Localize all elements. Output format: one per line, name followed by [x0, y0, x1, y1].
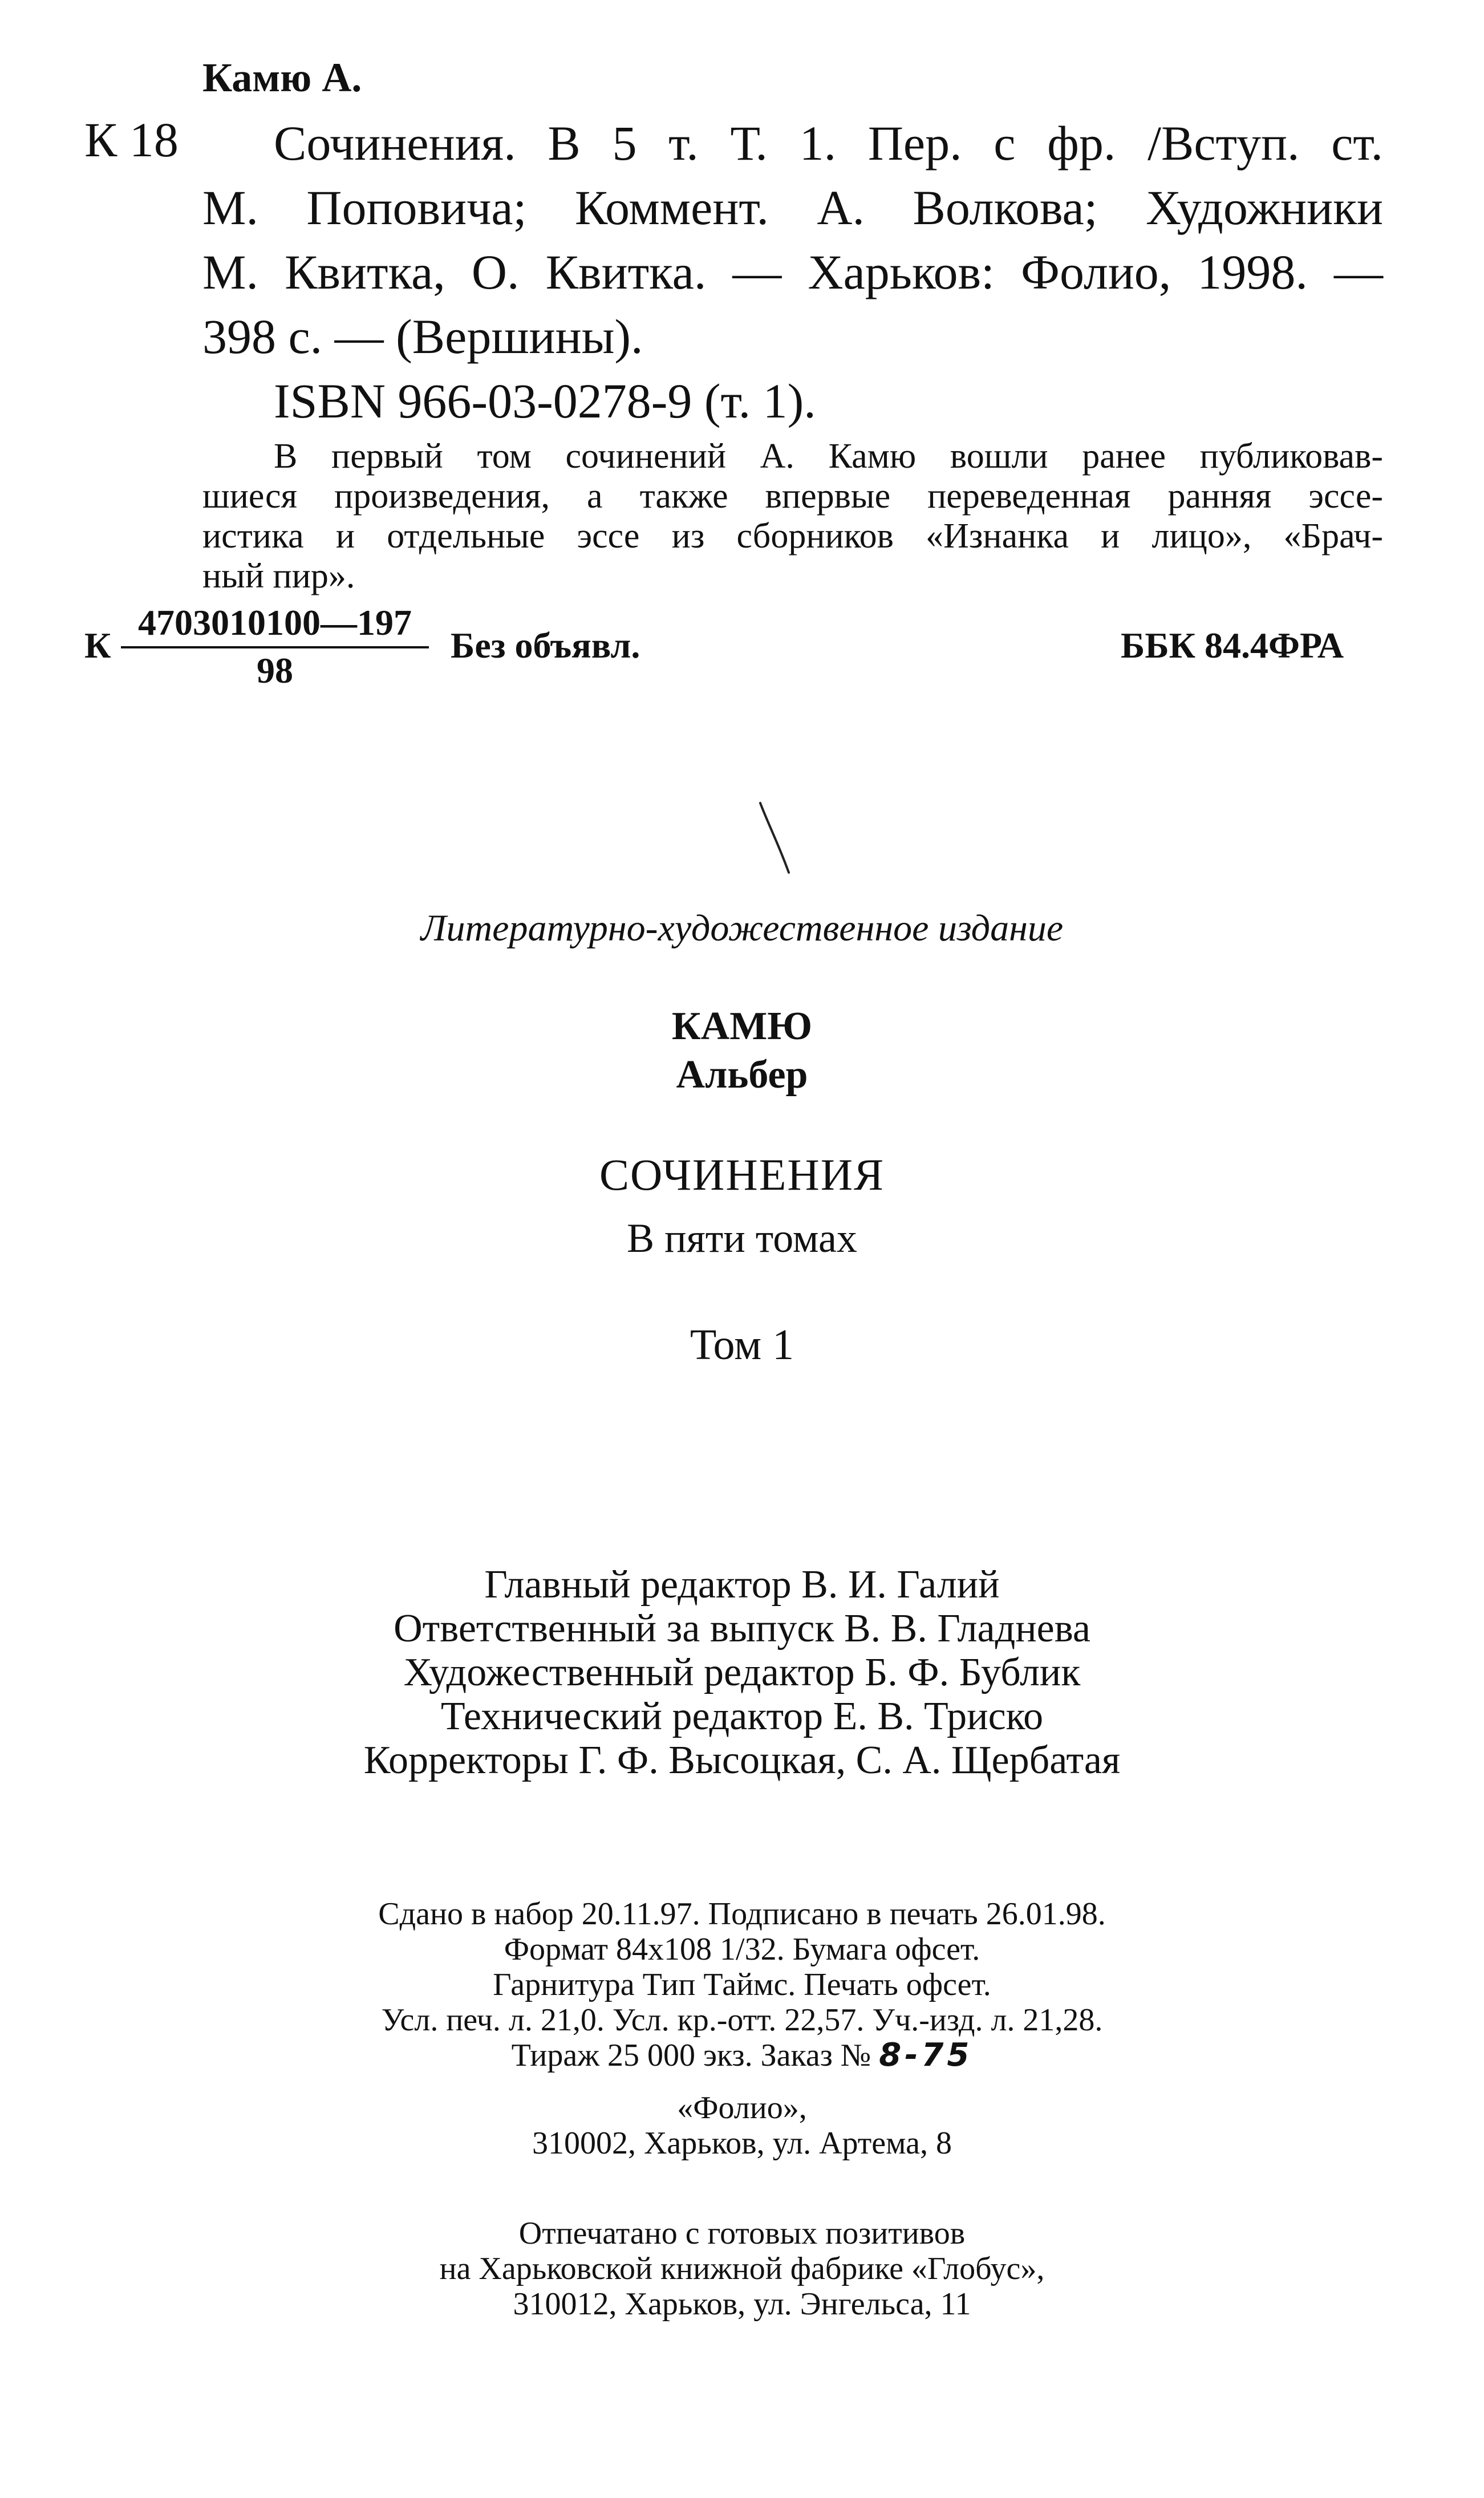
- printer-line: на Харьковской книжной фабрике «Глобус»,: [439, 2251, 1045, 2286]
- bibliographic-line: Сочинения. В 5 т. Т. 1. Пер. с фр. /Вступ. ст.: [274, 116, 1383, 171]
- print-run-label: Тираж 25 000 экз. Заказ №: [511, 2038, 871, 2073]
- index-note: Без объявл.: [451, 625, 640, 666]
- imprint-line: Усл. печ. л. 21,0. Усл. кр.-отт. 22,57. Уч.-изд. л. 21,28.: [381, 2002, 1103, 2038]
- work-title: СОЧИНЕНИЯ: [599, 1150, 885, 1199]
- order-number: 8-75: [879, 2037, 973, 2074]
- index-denominator: 98: [257, 650, 293, 691]
- index-numerator: 4703010100—197: [121, 602, 429, 648]
- annotation-line: шиеся произведения, а также впервые переведенная ранняя эссе-: [202, 477, 1383, 516]
- volume-number: Том 1: [690, 1321, 794, 1369]
- staff-line: Ответственный за выпуск В. В. Гладнева: [394, 1607, 1090, 1651]
- isbn: ISBN 966-03-0278-9 (т. 1).: [274, 374, 816, 428]
- publisher-address: 310002, Харьков, ул. Артема, 8: [532, 2126, 952, 2161]
- bibliographic-line: М. Квитка, О. Квитка. — Харьков: Фолио, 1998. —: [202, 245, 1383, 299]
- imprint-line: Формат 84х108 1/32. Бумага офсет.: [504, 1932, 980, 1967]
- printer-line: Отпечатано с готовых позитивов: [518, 2216, 966, 2251]
- annotation-line: ный пир».: [202, 557, 355, 595]
- printer-line: 310012, Харьков, ул. Энгельса, 11: [513, 2286, 971, 2322]
- catalog-author-heading: Камю А.: [202, 55, 362, 100]
- author-firstname: Альбер: [676, 1053, 808, 1097]
- publisher-name: «Фолио»,: [677, 2090, 807, 2126]
- bibliographic-line: М. Поповича; Коммент. А. Волкова; Художники: [202, 180, 1383, 235]
- imprint-line: Сдано в набор 20.11.97. Подписано в печать 26.01.98.: [378, 1896, 1106, 1932]
- annotation-line: истика и отдельные эссе из сборников «Изнанка и лицо», «Брач-: [202, 517, 1383, 555]
- index-letter: К: [84, 625, 111, 666]
- imprint-block: [0, 1896, 1484, 2073]
- annotation-line: В первый том сочинений А. Камю вошли ранее публиковав-: [274, 437, 1383, 476]
- work-subtitle: В пяти томах: [627, 1215, 857, 1261]
- pen-mark-icon: [756, 798, 796, 878]
- staff-line: Корректоры Г. Ф. Высоцкая, С. А. Щербатая: [363, 1738, 1121, 1782]
- index-fraction: [121, 602, 429, 692]
- staff-line: Главный редактор В. И. Галий: [484, 1563, 1000, 1607]
- imprint-line: Гарнитура Тип Таймс. Печать офсет.: [493, 1967, 991, 2002]
- bbk-code: ББК 84.4ФРА: [1121, 625, 1344, 666]
- genre-label: Литературно-художественное издание: [420, 907, 1064, 949]
- publisher-block: [0, 2090, 1484, 2161]
- staff-line: Художественный редактор Б. Ф. Бублик: [403, 1651, 1081, 1694]
- staff-credits: [0, 1563, 1484, 1782]
- staff-line: Технический редактор Е. В. Триско: [440, 1694, 1044, 1738]
- imprint-print-run: [0, 2038, 1484, 2073]
- bibliographic-line: 398 с. — (Вершины).: [202, 309, 643, 364]
- printer-block: [0, 2216, 1484, 2322]
- author-surname: КАМЮ: [671, 1004, 813, 1048]
- catalog-class-code: К 18: [84, 112, 179, 167]
